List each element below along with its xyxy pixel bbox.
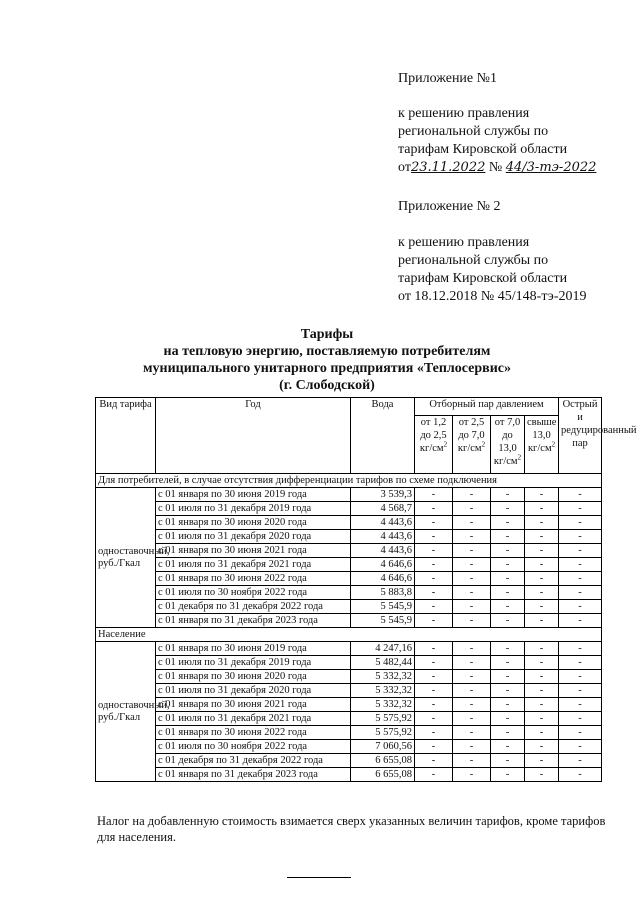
table-row: [96, 516, 602, 530]
header-tariff-kind: Вид тарифа: [96, 398, 156, 474]
water-tariff-cell: 6 655,08: [351, 768, 415, 782]
empty-value-cell: -: [453, 488, 491, 502]
empty-value-cell: -: [453, 642, 491, 656]
empty-value-cell: -: [525, 656, 559, 670]
water-tariff-cell: 5 332,32: [351, 698, 415, 712]
empty-value-cell: -: [415, 740, 453, 754]
empty-value-cell: -: [491, 572, 525, 586]
empty-value-cell: -: [453, 740, 491, 754]
sign-number-label: №: [488, 160, 503, 175]
empty-value-cell: -: [453, 712, 491, 726]
water-tariff-cell: 5 332,32: [351, 670, 415, 684]
empty-value-cell: -: [453, 614, 491, 628]
empty-value-cell: -: [491, 726, 525, 740]
appendix-1-line: региональной службы по: [398, 124, 549, 139]
appendix-2-line: к решению правления: [398, 235, 530, 250]
table-row: [96, 558, 602, 572]
table-row: [96, 614, 602, 628]
water-tariff-cell: 5 883,8: [351, 586, 415, 600]
empty-value-cell: -: [525, 642, 559, 656]
table-row: [96, 572, 602, 586]
empty-value-cell: -: [525, 558, 559, 572]
empty-value-cell: -: [491, 502, 525, 516]
empty-value-cell: -: [559, 754, 602, 768]
footer-divider: [287, 877, 351, 878]
empty-value-cell: -: [491, 600, 525, 614]
empty-value-cell: -: [415, 698, 453, 712]
title-line: муниципального унитарного предприятия «Теплосервис»: [142, 361, 511, 376]
period-cell: с 01 июля по 31 декабря 2020 года: [156, 684, 351, 698]
water-tariff-cell: 4 443,6: [351, 516, 415, 530]
appendix-1-line: тарифам Кировской области: [398, 142, 568, 157]
empty-value-cell: -: [453, 544, 491, 558]
water-tariff-cell: 4 646,6: [351, 558, 415, 572]
table-row: [96, 586, 602, 600]
empty-value-cell: -: [491, 642, 525, 656]
empty-value-cell: -: [453, 726, 491, 740]
empty-value-cell: -: [559, 670, 602, 684]
empty-value-cell: -: [559, 698, 602, 712]
empty-value-cell: -: [415, 544, 453, 558]
empty-value-cell: -: [415, 600, 453, 614]
appendix-2-title: Приложение № 2: [398, 199, 501, 214]
period-cell: с 01 января по 30 июня 2019 года: [156, 642, 351, 656]
empty-value-cell: -: [415, 572, 453, 586]
empty-value-cell: -: [491, 488, 525, 502]
empty-value-cell: -: [491, 698, 525, 712]
empty-value-cell: -: [525, 684, 559, 698]
period-cell: с 01 июля по 31 декабря 2021 года: [156, 712, 351, 726]
empty-value-cell: -: [415, 754, 453, 768]
header-water: Вода: [351, 398, 415, 474]
appendix-1-decision: [398, 105, 596, 177]
water-tariff-cell: 5 482,44: [351, 656, 415, 670]
header-pressure-1: от 1,2 до 2,5 $кг/см^2$: [415, 416, 453, 474]
empty-value-cell: -: [453, 502, 491, 516]
empty-value-cell: -: [415, 670, 453, 684]
empty-value-cell: -: [453, 670, 491, 684]
empty-value-cell: -: [491, 670, 525, 684]
empty-value-cell: -: [525, 614, 559, 628]
empty-value-cell: -: [559, 768, 602, 782]
empty-value-cell: -: [453, 768, 491, 782]
empty-value-cell: -: [559, 740, 602, 754]
empty-value-cell: -: [525, 516, 559, 530]
table-row: [96, 684, 602, 698]
empty-value-cell: -: [491, 656, 525, 670]
empty-value-cell: -: [559, 530, 602, 544]
empty-value-cell: -: [525, 670, 559, 684]
section-label: Для потребителей, в случае отсутствия дифференциации тарифов по схеме подключения: [96, 474, 602, 488]
period-cell: с 01 января по 30 июня 2020 года: [156, 670, 351, 684]
empty-value-cell: -: [559, 600, 602, 614]
empty-value-cell: -: [491, 530, 525, 544]
empty-value-cell: -: [491, 740, 525, 754]
empty-value-cell: -: [559, 488, 602, 502]
water-tariff-cell: 4 568,7: [351, 502, 415, 516]
empty-value-cell: -: [415, 768, 453, 782]
empty-value-cell: -: [415, 488, 453, 502]
empty-value-cell: -: [525, 698, 559, 712]
empty-value-cell: -: [415, 726, 453, 740]
tariff-kind-cell: одноставочный, руб./Гкал: [96, 642, 156, 782]
vat-note: Налог на добавленную стоимость взимается сверх указанных величин тарифов, кроме тарифов для населения.: [97, 814, 606, 844]
empty-value-cell: -: [453, 558, 491, 572]
empty-value-cell: -: [559, 684, 602, 698]
period-cell: с 01 января по 30 июня 2020 года: [156, 516, 351, 530]
empty-value-cell: -: [491, 768, 525, 782]
period-cell: с 01 июля по 30 ноября 2022 года: [156, 740, 351, 754]
empty-value-cell: -: [559, 656, 602, 670]
empty-value-cell: -: [559, 544, 602, 558]
header-selected-steam: Отборный пар давлением: [415, 398, 559, 416]
title-line: Тарифы: [300, 327, 354, 342]
appendix-2-line: тарифам Кировской области: [398, 271, 568, 286]
tariff-table: [95, 397, 637, 782]
appendix-1-block: [398, 70, 497, 88]
empty-value-cell: -: [415, 516, 453, 530]
period-cell: с 01 января по 30 июня 2022 года: [156, 726, 351, 740]
empty-value-cell: -: [525, 768, 559, 782]
empty-value-cell: -: [559, 502, 602, 516]
handwritten-number: 44/3-тэ-2022: [505, 160, 597, 175]
table-row: [96, 544, 602, 558]
empty-value-cell: -: [525, 488, 559, 502]
header-pressure-3: от 7,0 до 13,0 $кг/см^2$: [491, 416, 525, 474]
empty-value-cell: -: [559, 558, 602, 572]
empty-value-cell: -: [559, 572, 602, 586]
empty-value-cell: -: [415, 712, 453, 726]
table-row: [96, 670, 602, 684]
empty-value-cell: -: [491, 712, 525, 726]
tariff-kind-cell: одноставочный, руб./Гкал: [96, 488, 156, 628]
table-row: [96, 488, 602, 502]
header-pressure-4: свыше 13,0 $кг/см^2$: [525, 416, 559, 474]
empty-value-cell: -: [453, 572, 491, 586]
title-line: на тепловую энергию, поставляемую потребителям: [163, 344, 491, 359]
water-tariff-cell: 6 655,08: [351, 754, 415, 768]
header-year: Год: [156, 398, 351, 474]
empty-value-cell: -: [415, 558, 453, 572]
period-cell: с 01 июля по 30 ноября 2022 года: [156, 586, 351, 600]
header-sharp-steam: Острый и редуцированный пар: [559, 398, 602, 474]
empty-value-cell: -: [525, 754, 559, 768]
period-cell: с 01 января по 30 июня 2022 года: [156, 572, 351, 586]
table-row: [96, 656, 602, 670]
water-tariff-cell: 5 545,9: [351, 600, 415, 614]
empty-value-cell: -: [525, 726, 559, 740]
empty-value-cell: -: [415, 502, 453, 516]
empty-value-cell: -: [415, 614, 453, 628]
period-cell: с 01 июля по 31 декабря 2019 года: [156, 502, 351, 516]
appendix-2-line: региональной службы по: [398, 253, 549, 268]
handwritten-date: 23.11.2022: [410, 160, 486, 175]
table-row: [96, 740, 602, 754]
empty-value-cell: -: [453, 684, 491, 698]
water-tariff-cell: 4 443,6: [351, 530, 415, 544]
empty-value-cell: -: [491, 516, 525, 530]
period-cell: с 01 января по 31 декабря 2023 года: [156, 768, 351, 782]
empty-value-cell: -: [491, 614, 525, 628]
empty-value-cell: -: [491, 586, 525, 600]
empty-value-cell: -: [453, 516, 491, 530]
empty-value-cell: -: [453, 600, 491, 614]
empty-value-cell: -: [453, 586, 491, 600]
empty-value-cell: -: [415, 586, 453, 600]
period-cell: с 01 января по 31 декабря 2023 года: [156, 614, 351, 628]
empty-value-cell: -: [525, 502, 559, 516]
empty-value-cell: -: [559, 516, 602, 530]
empty-value-cell: -: [559, 586, 602, 600]
empty-value-cell: -: [415, 656, 453, 670]
empty-value-cell: -: [525, 572, 559, 586]
empty-value-cell: -: [559, 642, 602, 656]
water-tariff-cell: 4 646,6: [351, 572, 415, 586]
table-row: [96, 726, 602, 740]
period-cell: с 01 января по 30 июня 2021 года: [156, 544, 351, 558]
empty-value-cell: -: [415, 684, 453, 698]
appendix-2-decision: [398, 234, 586, 306]
table-row: [96, 698, 602, 712]
water-tariff-cell: 4 247,16: [351, 642, 415, 656]
appendix-1-title: Приложение №1: [398, 71, 497, 86]
appendix-1-line: к решению правления: [398, 106, 530, 121]
water-tariff-cell: 7 060,56: [351, 740, 415, 754]
table-row: [96, 712, 602, 726]
empty-value-cell: -: [559, 726, 602, 740]
table-row: [96, 642, 602, 656]
empty-value-cell: -: [525, 544, 559, 558]
empty-value-cell: -: [525, 740, 559, 754]
document-title: [92, 326, 562, 394]
period-cell: с 01 января по 30 июня 2019 года: [156, 488, 351, 502]
empty-value-cell: -: [559, 712, 602, 726]
appendix-2-line: от 18.12.2018 № 45/148-тэ-2019: [398, 289, 587, 304]
period-cell: с 01 июля по 31 декабря 2021 года: [156, 558, 351, 572]
empty-value-cell: -: [453, 656, 491, 670]
period-cell: с 01 декабря по 31 декабря 2022 года: [156, 600, 351, 614]
empty-value-cell: -: [559, 614, 602, 628]
water-tariff-cell: 3 539,3: [351, 488, 415, 502]
section-label: Население: [96, 628, 602, 642]
empty-value-cell: -: [453, 698, 491, 712]
empty-value-cell: -: [415, 530, 453, 544]
table-row: [96, 502, 602, 516]
appendix-1-signature-line: [398, 159, 596, 177]
header-pressure-2: от 2,5 до 7,0 $кг/см^2$: [453, 416, 491, 474]
period-cell: с 01 декабря по 31 декабря 2022 года: [156, 754, 351, 768]
water-tariff-cell: 5 575,92: [351, 726, 415, 740]
water-tariff-cell: 5 545,9: [351, 614, 415, 628]
empty-value-cell: -: [491, 754, 525, 768]
empty-value-cell: -: [491, 684, 525, 698]
table-row: [96, 768, 602, 782]
empty-value-cell: -: [453, 754, 491, 768]
period-cell: с 01 июля по 31 декабря 2020 года: [156, 530, 351, 544]
empty-value-cell: -: [525, 586, 559, 600]
water-tariff-cell: 5 332,32: [351, 684, 415, 698]
empty-value-cell: -: [525, 712, 559, 726]
table-row: [96, 530, 602, 544]
empty-value-cell: -: [415, 642, 453, 656]
title-line: (г. Слободской): [279, 378, 375, 393]
period-cell: с 01 января по 30 июня 2021 года: [156, 698, 351, 712]
empty-value-cell: -: [491, 544, 525, 558]
water-tariff-cell: 4 443,6: [351, 544, 415, 558]
water-tariff-cell: 5 575,92: [351, 712, 415, 726]
table-row: [96, 754, 602, 768]
sign-prefix: от: [398, 160, 411, 175]
table-row: [96, 600, 602, 614]
appendix-2-block: [398, 198, 501, 216]
empty-value-cell: -: [525, 600, 559, 614]
period-cell: с 01 июля по 31 декабря 2019 года: [156, 656, 351, 670]
empty-value-cell: -: [525, 530, 559, 544]
empty-value-cell: -: [491, 558, 525, 572]
empty-value-cell: -: [453, 530, 491, 544]
